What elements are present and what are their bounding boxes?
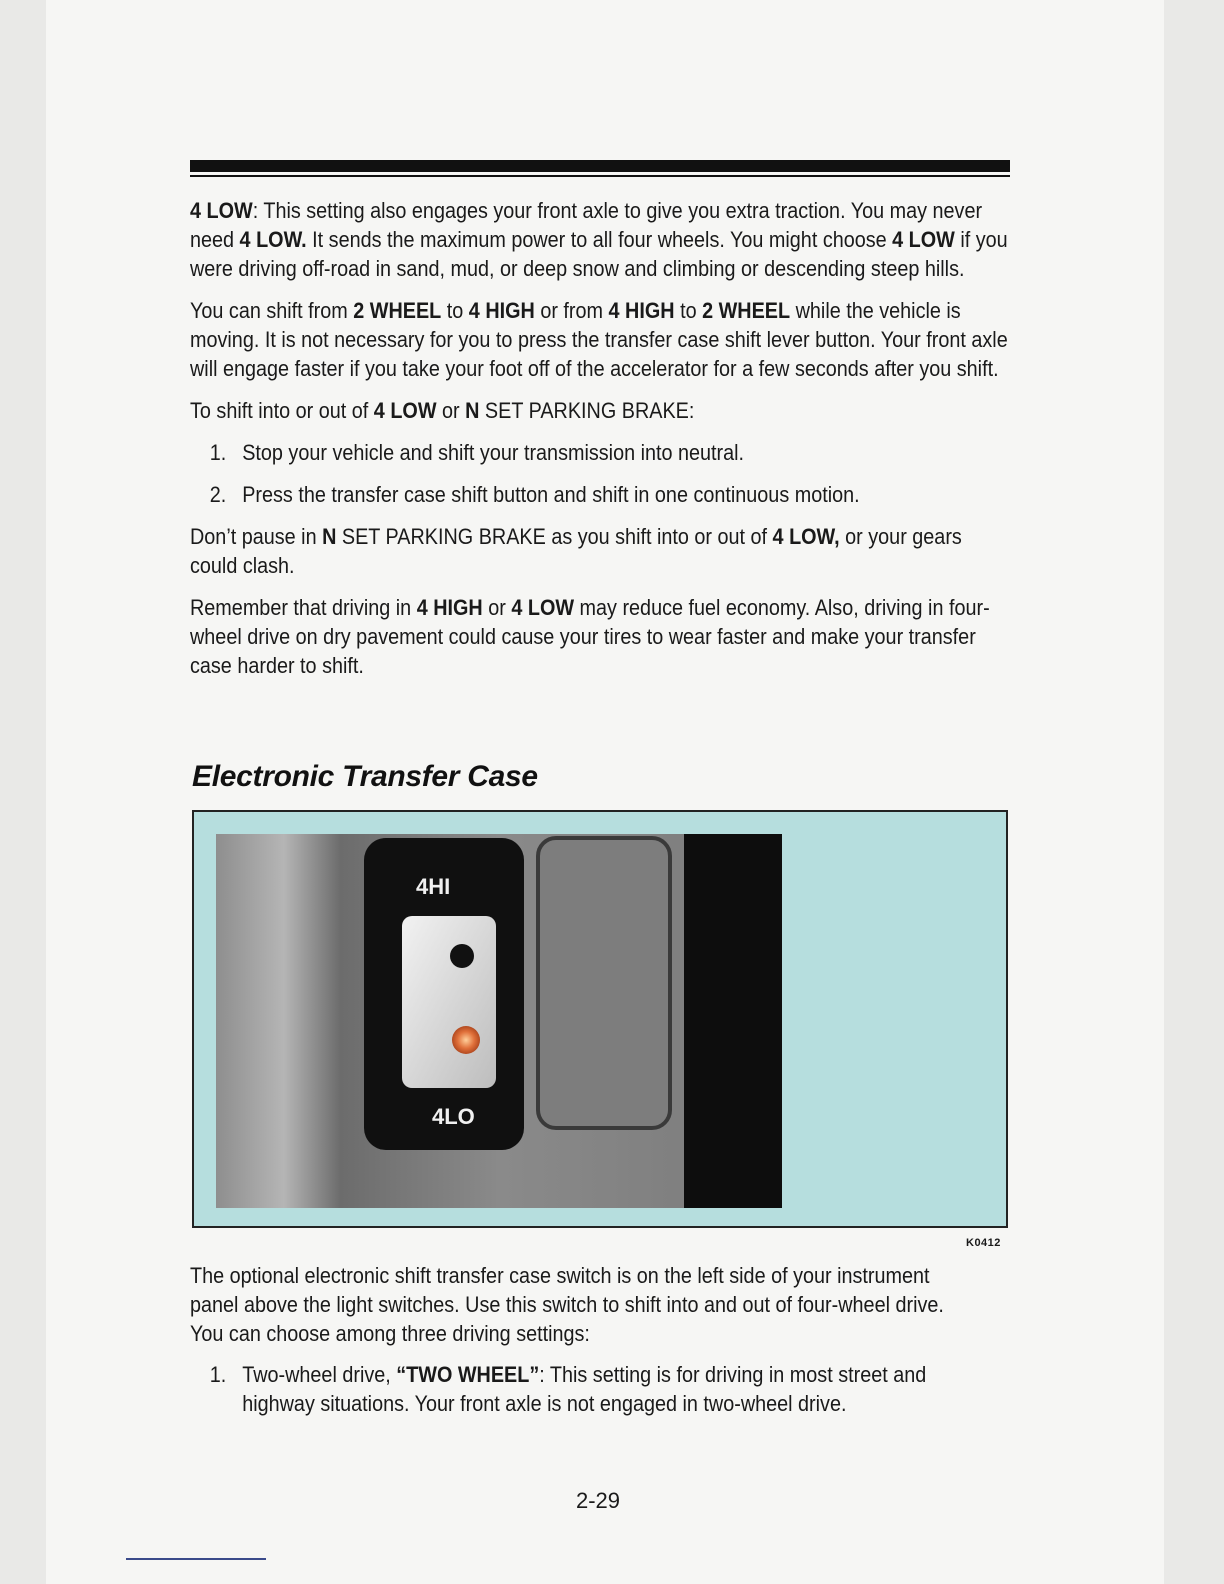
section-heading: Electronic Transfer Case bbox=[192, 760, 538, 793]
emphasis-text: 4 LOW bbox=[190, 198, 253, 223]
emphasis-text: 4 LOW. bbox=[239, 227, 307, 252]
indicator-led bbox=[452, 1026, 480, 1054]
list-item: 1. Stop your vehicle and shift your transmission into neutral. bbox=[209, 440, 745, 465]
text-run: or your gears could clash. bbox=[190, 524, 962, 578]
emphasis-text: 4 HIGH bbox=[468, 298, 535, 323]
emphasis-text: “TWO WHEEL” bbox=[396, 1362, 540, 1387]
switch-label-4hi: 4HI bbox=[416, 874, 451, 899]
emphasis-text: N bbox=[322, 524, 337, 549]
text-run: or from bbox=[534, 298, 609, 323]
paragraph-dont-pause bbox=[190, 522, 1012, 580]
blank-switch-plate bbox=[538, 838, 670, 1128]
list-item: 1. Two-wheel drive, “TWO WHEEL”: This setting is for driving in most street and highway situations. Your front axle is not engaged in two-wheel drive. bbox=[209, 1362, 927, 1416]
text-run: The optional electronic shift transfer case switch is on the left side of your instrument panel above the light switches. Use this switch to shift into and out of four-wheel drive. You can choose among three driving settings: bbox=[190, 1263, 944, 1346]
text-run: You can shift from bbox=[190, 298, 354, 323]
text-run: to bbox=[674, 298, 703, 323]
text-run: It sends the maximum power to all four wheels. You might choose bbox=[306, 227, 893, 252]
emphasis-text: 4 HIGH bbox=[416, 595, 483, 620]
emphasis-text: 4 HIGH bbox=[608, 298, 675, 323]
driving-settings bbox=[190, 1360, 982, 1418]
text-run: Remember that driving in bbox=[190, 595, 417, 620]
text-run: : This setting is for driving in most street and highway situations. Your front axle is not engaged in two-wheel drive. bbox=[242, 1362, 927, 1416]
indicator-off bbox=[450, 944, 474, 968]
emphasis-text: N bbox=[465, 398, 480, 423]
paragraph-shift-into-4low bbox=[190, 396, 1012, 425]
text-run: or bbox=[482, 595, 512, 620]
emphasis-text: 4 LOW bbox=[892, 227, 955, 252]
header-rule-thick bbox=[190, 160, 1010, 172]
page-number: 2-29 bbox=[576, 1488, 621, 1513]
text-run: Don’t pause in bbox=[190, 524, 323, 549]
text-run: Two-wheel drive, bbox=[242, 1362, 397, 1387]
emphasis-text: 4 LOW bbox=[511, 595, 575, 620]
list-item: 2. Press the transfer case shift button and shift in one continuous motion. bbox=[209, 482, 860, 507]
emphasis-text: 2 WHEEL bbox=[702, 298, 791, 323]
body-text-top bbox=[190, 196, 1012, 693]
text-run: To shift into or out of bbox=[190, 398, 374, 423]
text-run: SET PARKING BRAKE: bbox=[479, 398, 695, 423]
text-run: to bbox=[441, 298, 469, 323]
emphasis-text: 4 LOW bbox=[373, 398, 437, 423]
emphasis-text: 4 LOW, bbox=[772, 524, 840, 549]
body-text-bottom bbox=[190, 1261, 982, 1431]
text-run: or bbox=[436, 398, 466, 423]
paragraph-shift-moving bbox=[190, 296, 1012, 383]
switch-label-4lo: 4LO bbox=[432, 1104, 475, 1129]
figure-code: K0412 bbox=[966, 1237, 1001, 1249]
text-run: may reduce fuel economy. Also, driving in four-wheel drive on dry pavement could cause your tires to wear faster and make your transfer case harder to shift. bbox=[190, 595, 990, 678]
text-run: while the vehicle is moving. It is not necessary for you to press the transfer case shift lever button. Your front axle will engage faster if you take your foot off of the accelerator for a few seconds after you shift. bbox=[190, 298, 1008, 381]
panel-shadow bbox=[684, 834, 782, 1208]
header-rule-thin bbox=[190, 175, 1010, 177]
text-run: SET PARKING BRAKE as you shift into or out of bbox=[336, 524, 773, 549]
shift-steps bbox=[190, 438, 1012, 509]
transfer-case-switch-photo bbox=[192, 810, 1008, 1228]
text-run: if you were driving off-road in sand, mud, or deep snow and climbing or descending steep hills. bbox=[190, 227, 1008, 281]
text-run: : This setting also engages your front axle to give you extra traction. You may never need bbox=[190, 198, 983, 252]
switch-illustration bbox=[194, 812, 1008, 1228]
paragraph-fuel-economy bbox=[190, 593, 1012, 680]
paragraph-4-low bbox=[190, 196, 1012, 283]
footer-line bbox=[126, 1558, 266, 1560]
emphasis-text: 2 WHEEL bbox=[353, 298, 442, 323]
rocker-switch bbox=[402, 916, 496, 1088]
paragraph-electronic-switch bbox=[190, 1261, 982, 1348]
